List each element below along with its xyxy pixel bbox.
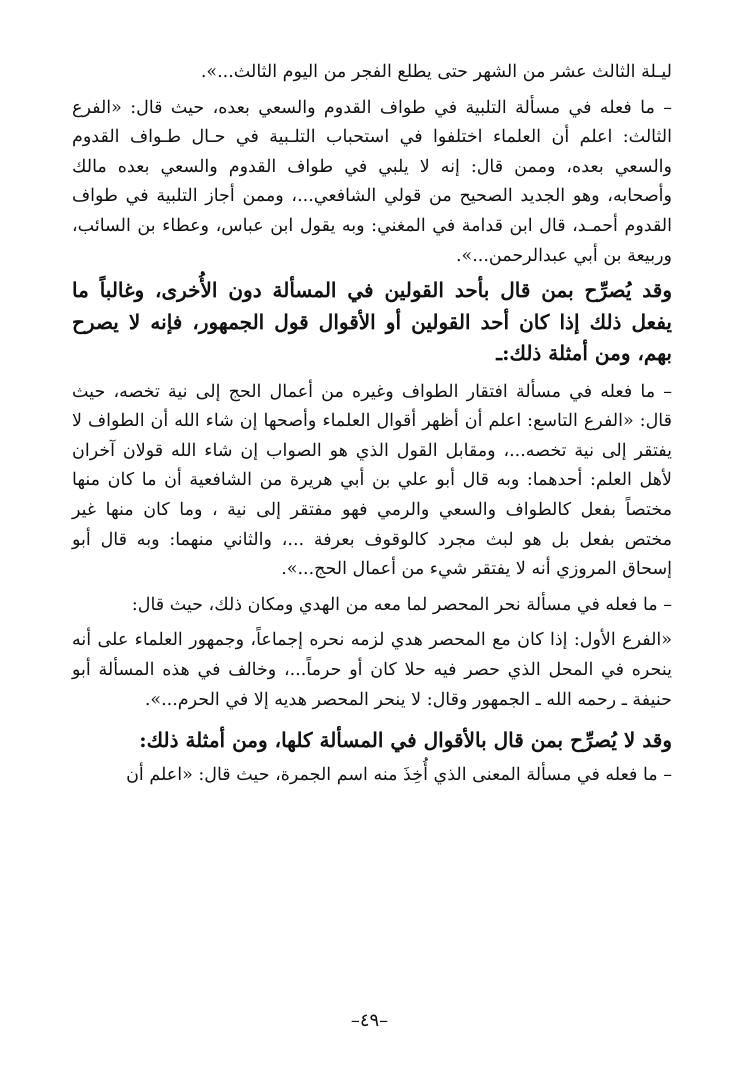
paragraph-muhsar-intro: – ما فعله في مسألة نحر المحصر لما معه من الهدي ومكان ذلك، حيث قال:	[131, 594, 672, 615]
paragraph-talbiya-example: – ما فعله في مسألة التلبية في طواف القدوم والسعي بعده، حيث قال: «الفرع الثالث: اعلم أن العلماء اختلفوا في استحباب التلـبية في حـال طـواف القدوم والسعي بعده، وممن قال: إنه لا يلبي في طواف القدوم والسعي بعده مالك وأصحابه، وهو الجديد الصحيح من قولي الشافعي...، وممن أجاز التلبية في طواف القدوم أحمـد، قال ابن قدامة في المغني: وبه يقول ابن عباس، وعطاء بن السائب، وربيعة بن أبي عبدالرحمن...».	[72, 97, 672, 266]
paragraph-continuation: ليـلة الثالث عشر من الشهر حتى يطلع الفجر من اليوم الثالث...».	[200, 62, 672, 82]
paragraph-tawaf-intention-example: – ما فعله في مسألة افتقار الطواف وغيره من أعمال الحج إلى نية تخصه، حيث قال: «الفرع التاسع: اعلم أن أظهر أقوال العلماء وأصحها إن شاء الله أن الطواف لا يفتقر إلى نية تخصه...، ومقابل القول الذي هو الصواب إن شاء الله قولان آخران لأهل العلم: أحدهما: وبه قال أبو علي بن أبي هريرة من الشافعية أن ما كان منها مختصاً بفعل كالطواف والسعي والرمي فهو مفتقر إلى نية ، وما كان منها غير مختص بفعل بل هو لبث مجرد كالوقوف بعرفة ...، والثاني منهما: وبه قال أبو إسحاق المروزي أنه لا يفتقر شيء من أعمال الحج...».	[72, 381, 672, 580]
section-heading-no-attribution: وقد لا يُصرِّح بمن قال بالأقوال في المسألة كلها، ومن أمثلة ذلك:	[139, 728, 672, 753]
paragraph-muhsar-quote: «الفرع الأول: إذا كان مع المحصر هدي لزمه نحره إجماعاً، وجمهور العلماء على أنه ينحره في المحل الذي حصر فيه حلا كان أو حرماً...، وخالف في هذه المسألة أبو حنيفة ـ رحمه الله ـ الجمهور وقال: لا ينحر المحصر هديه إلا في الحرم...».	[72, 630, 672, 710]
section-heading-partial-attribution: وقد يُصرِّح بمن قال بأحد القولين في المسألة دون الأُخرى، وغالباً ما يفعل ذلك إذا كان أحد القولين أو الأقوال قول الجمهور، فإنه لا يصرح بهم، ومن أمثلة ذلك:ـ	[72, 278, 672, 366]
paragraph-jamra-example: – ما فعله في مسألة المعنى الذي أُخِذَ منه اسم الجمرة، حيث قال: «اعلم أن	[126, 764, 672, 785]
page-number: –٤٩–	[350, 1010, 389, 1031]
page-body	[72, 58, 672, 790]
